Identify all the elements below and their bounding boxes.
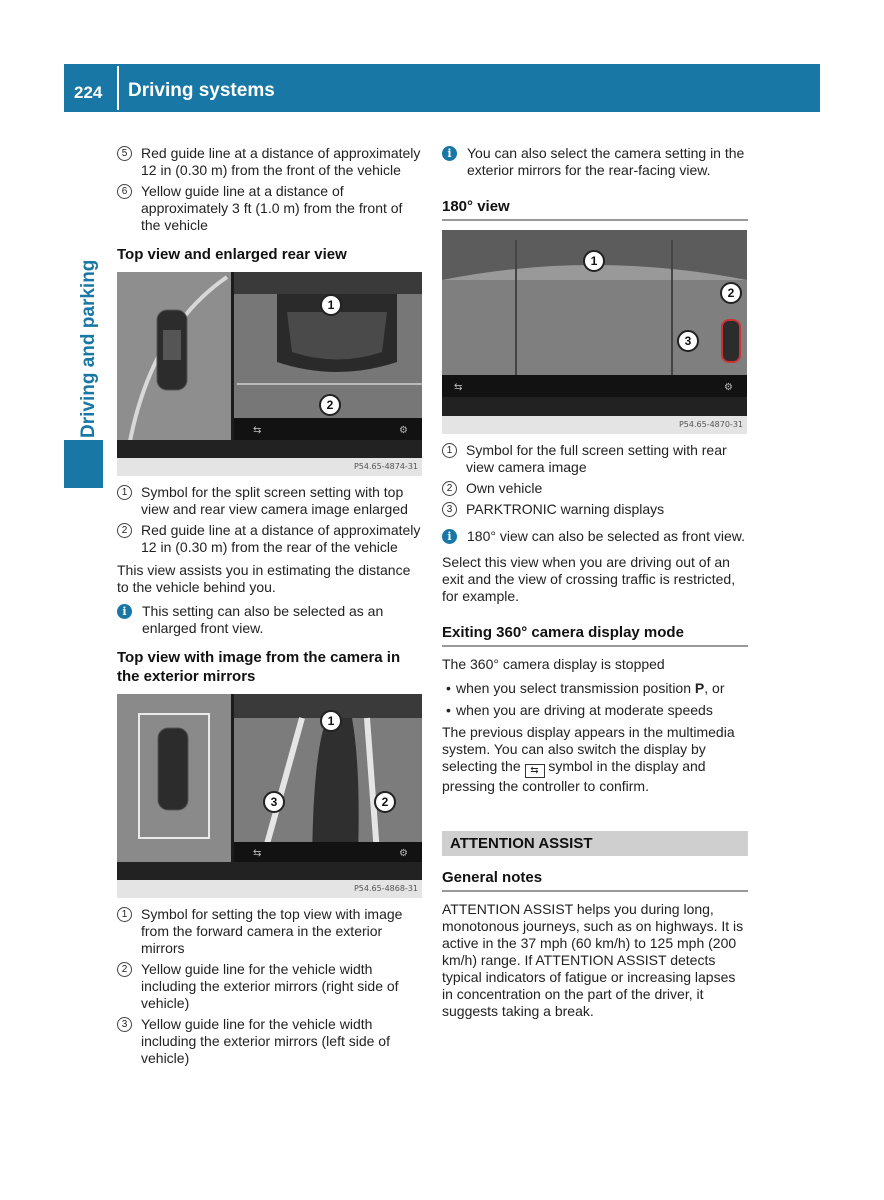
camera-image bbox=[117, 694, 422, 880]
section-heading: Exiting 360° camera display mode bbox=[442, 623, 748, 647]
paragraph: ATTENTION ASSIST helps you during long, monotonous journeys, such as on highways. It is active in the 37 mph (60 km/h) to 125 mph (200 km/h) range. If ATTENTION ASSIST detects typical indicators of fatigue or increasing lapses in concentration on the part of the driver, it suggests taking a break. bbox=[442, 901, 744, 1019]
item-text: Yellow guide line at a distance of approximately 3 ft (1.0 m) from the front of the vehicle bbox=[141, 183, 403, 233]
camera-image bbox=[117, 272, 422, 458]
item-number: 5 bbox=[117, 146, 132, 161]
svg-text:⇆: ⇆ bbox=[253, 848, 262, 859]
paragraph bbox=[442, 724, 748, 795]
camera-figure-mirror bbox=[117, 694, 422, 898]
paragraph-text-end: symbol in the display and pressing the controller to confirm. bbox=[442, 758, 706, 794]
paragraph-text: The previous display appears in the multimedia system. You can also switch the display by selecting the bbox=[442, 724, 735, 774]
item-number: 2 bbox=[117, 962, 132, 977]
side-tab-label: Driving and parking bbox=[78, 259, 99, 438]
figure-code: P54.65-4874-31 bbox=[117, 458, 422, 476]
back-symbol-icon: ⇆ bbox=[525, 764, 545, 778]
list-item bbox=[117, 183, 423, 234]
callout-1: 1 bbox=[320, 710, 342, 732]
paragraph: The 360° camera display is stopped bbox=[442, 656, 665, 672]
item-text: Symbol for setting the top view with image from the forward camera in the exterior mirrors bbox=[141, 906, 403, 956]
section-heading: General notes bbox=[442, 868, 748, 892]
bullet-text-suffix: , or bbox=[704, 680, 725, 696]
list-item bbox=[442, 480, 748, 497]
side-tab[interactable] bbox=[64, 440, 103, 488]
bullet-bold: P bbox=[694, 680, 705, 696]
figure-code: P54.65-4868-31 bbox=[117, 880, 422, 898]
callout-1: 1 bbox=[320, 294, 342, 316]
list-item bbox=[442, 442, 748, 476]
right-column bbox=[442, 145, 748, 1027]
info-icon: i bbox=[117, 604, 132, 619]
list-item bbox=[117, 906, 423, 957]
list-item bbox=[117, 522, 423, 556]
svg-text:⚙: ⚙ bbox=[399, 425, 408, 436]
item-text: Symbol for the full screen setting with rear view camera image bbox=[466, 442, 727, 475]
chapter-title: Driving systems bbox=[128, 80, 275, 101]
bullet-item bbox=[442, 680, 748, 697]
info-note bbox=[442, 528, 748, 545]
item-text: Symbol for the split screen setting with top view and rear view camera image enlarged bbox=[141, 484, 408, 517]
list-item bbox=[442, 501, 748, 518]
section-heading: 180° view bbox=[442, 197, 748, 221]
item-text: Yellow guide line for the vehicle width including the exterior mirrors (right side of vehicle) bbox=[141, 961, 399, 1011]
item-text: Own vehicle bbox=[466, 480, 543, 496]
item-text: PARKTRONIC warning displays bbox=[466, 501, 665, 517]
item-number: 3 bbox=[117, 1017, 132, 1032]
bullet-item: • when you are driving at moderate speeds bbox=[442, 702, 748, 719]
info-note bbox=[117, 603, 423, 637]
paragraph: Select this view when you are driving out of an exit and the view of crossing traffic is restricted, for example. bbox=[442, 554, 736, 604]
camera-figure-top-rear bbox=[117, 272, 422, 476]
callout-1: 1 bbox=[583, 250, 605, 272]
camera-figure-180 bbox=[442, 230, 747, 434]
list-item bbox=[117, 484, 423, 518]
left-column bbox=[117, 145, 423, 1071]
info-text: 180° view can also be selected as front view. bbox=[467, 528, 745, 544]
callout-3: 3 bbox=[263, 791, 285, 813]
item-text: Red guide line at a distance of approximately 12 in (0.30 m) from the front of the vehicle bbox=[141, 145, 421, 178]
header-divider bbox=[117, 66, 119, 110]
bullet-text: when you select transmission position bbox=[456, 680, 695, 696]
section-heading: Top view with image from the camera in the exterior mirrors bbox=[117, 649, 401, 685]
svg-text:⇆: ⇆ bbox=[454, 382, 463, 393]
item-number: 1 bbox=[117, 907, 132, 922]
item-number: 6 bbox=[117, 184, 132, 199]
list-item bbox=[117, 145, 423, 179]
info-text: You can also select the camera setting in the exterior mirrors for the rear-facing view. bbox=[467, 145, 745, 178]
item-number: 2 bbox=[117, 523, 132, 538]
item-text: Red guide line at a distance of approximately 12 in (0.30 m) from the rear of the vehicle bbox=[141, 522, 421, 555]
paragraph: This view assists you in estimating the distance to the vehicle behind you. bbox=[117, 562, 411, 595]
info-text: This setting can also be selected as an enlarged front view. bbox=[142, 603, 384, 636]
section-banner: ATTENTION ASSIST bbox=[442, 831, 748, 856]
callout-2: 2 bbox=[374, 791, 396, 813]
callout-2: 2 bbox=[720, 282, 742, 304]
svg-text:⚙: ⚙ bbox=[724, 382, 733, 393]
page-number: 224 bbox=[74, 83, 103, 102]
callout-3: 3 bbox=[677, 330, 699, 352]
svg-text:⚙: ⚙ bbox=[399, 848, 408, 859]
section-heading: Top view and enlarged rear view bbox=[117, 246, 347, 263]
info-icon: i bbox=[442, 146, 457, 161]
item-number: 3 bbox=[442, 502, 457, 517]
list-item bbox=[117, 961, 423, 1012]
list-item bbox=[117, 1016, 423, 1067]
item-number: 1 bbox=[117, 485, 132, 500]
svg-text:⇆: ⇆ bbox=[253, 425, 262, 436]
figure-code: P54.65-4870-31 bbox=[442, 416, 747, 434]
info-icon: i bbox=[442, 529, 457, 544]
callout-2: 2 bbox=[319, 394, 341, 416]
item-number: 1 bbox=[442, 443, 457, 458]
info-note bbox=[442, 145, 748, 179]
item-text: Yellow guide line for the vehicle width including the exterior mirrors (left side of vehicle) bbox=[141, 1016, 390, 1066]
item-number: 2 bbox=[442, 481, 457, 496]
